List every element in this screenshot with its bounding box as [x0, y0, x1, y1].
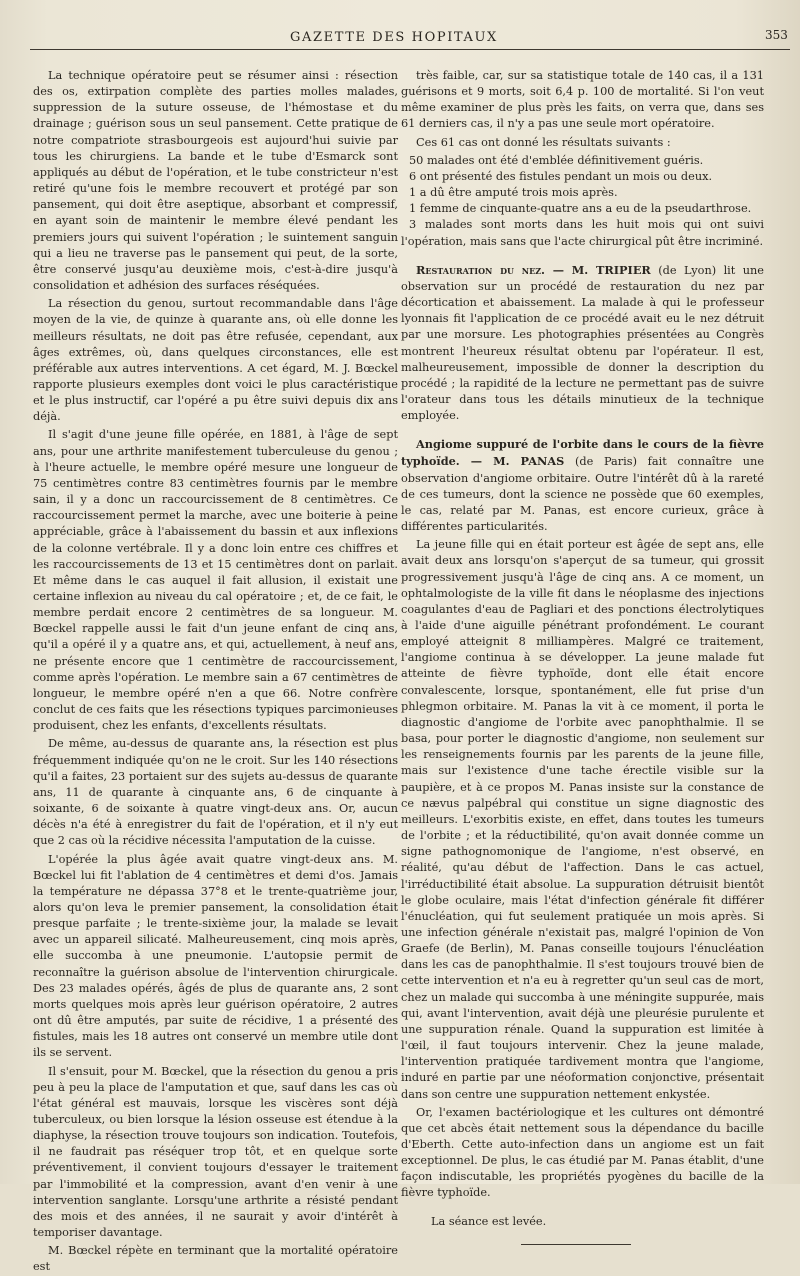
left-column: [33, 68, 398, 1274]
section-title: Restauration du nez. — M. TRIPIER: [416, 262, 651, 277]
right-column: [401, 68, 764, 1228]
running-title: GAZETTE DES HOPITAUX: [290, 30, 498, 45]
section-title: Angiome suppuré de l'orbite dans le cours de la fièvre typhoïde. — M. PANAS: [401, 437, 764, 469]
paragraph: Ces 61 cas ont donné les résultats suivants :: [416, 135, 671, 149]
paragraph: M. Bœckel répète en terminant que la mortalité opératoire est: [33, 1244, 398, 1274]
page-header: [0, 24, 800, 50]
section-text: (de Paris) fait connaître une observation d'angiome orbitaire. Outre l'intérêt dû à la rareté de ces tumeurs, dont la science ne possède que 60 exemples, le cas, relaté par M. Panas, est encore curieux, grâce à différentes particularités.: [401, 455, 764, 534]
paragraph: De même, au-dessus de quarante ans, la résection est plus fréquemment indiquée qu'on ne le croit. Sur les 140 résections qu'il a faites, 23 portaient sur des sujets au-dessus de quarante ans, 11 de quarante à cinquante ans, 6 de cinquante à soixante, 6 de soixante à quatre vingt-deux ans. Or, aucun décès n'a été à enregistrer du fait de l'opération, et il n'y eut que 2 cas où la récidive nécessita l'amputation de la cuisse.: [33, 737, 398, 848]
header-rule: [30, 49, 790, 50]
paragraph: La jeune fille qui en était porteur est âgée de sept ans, elle avait deux ans lorsqu'on s'aperçut de sa tumeur, qui grossit progressivement jusqu'à l'âge de cinq ans. A ce moment, un ophtalmologiste de la ville fit dans le néoplasme des injections coagulantes d'eau de Pagliari et des ponctions électrolytiques à l'aide d'une aiguille pénétrant profondément. Le courant employé atteignit 8 milliampères. Malgré ce traitement, l'angiome continua à se développer. La jeune malade fut atteinte de fièvre typhoïde, dont elle était encore convalescente, lorsque, spontanément, elle fut prise d'un phlegmon orbitaire. M. Panas la vit à ce moment, il porta le diagnostic d'angiome de l'orbite avec panophthalmie. Il se basa, pour porter le diagnostic d'angiome, non seulement sur les renseignements fournis par les parents de la jeune fille, mais sur l'existence d'une tache érectile visible sur la paupière, et à ce propos M. Panas insiste sur la constance de ce nævus palpébral qui constitue un signe diagnostic des meilleurs. L'exorbitis existe, en effet, dans toutes les tumeurs de l'orbite ; et la réductibilité, qu'on avait donnée comme un signe pathognomonique de l'angiome, n'est observé, en réalité, qu'au début de l'affection. Dans le cas actuel, l'irréductibilité était absolue. La suppuration détruisit bientôt le globe oculaire, mais l'état d'infection générale fit différer l'énucléation, qui fut seulement pratiquée un mois après. Si une infection générale n'existait pas, malgré l'opinion de Von Graefe (de Berlin), M. Panas conseille toujours l'énucléation dans les cas de panophthalmie. Il s'est toujours trouvé bien de cette intervention et n'a eu à regretter qu'un seul cas de mort, chez un malade qui succomba à une méningite suppurée, mais qui, avant l'intervention, avait déjà une pleurésie purulente et une suppuration rénale. Quand la suppuration est limitée à l'œil, il faut toujours intervenir. Chez la jeune malade, l'intervention pratiquée tardivement montra que l'angiome, induré en partie par une néoformation conjonctive, présentait dans son centre une suppuration nettement enkystée.: [401, 538, 764, 1101]
paragraph: très faible, car, sur sa statistique totale de 140 cas, il a 131 guérisons et 9 morts, soit 6,4 p. 100 de mortalité. Si l'on veut même examiner de plus près les faits, on verra que, dans ses 61 derniers cas, il n'y a pas une seule mort opératoire.: [401, 69, 764, 131]
paragraph: La résection du genou, surtout recommandable dans l'âge moyen de la vie, de quinze à quarante ans, où elle donne les meilleurs résultats, ne doit pas être refusée, cependant, aux âges extrêmes, où, dans quelques circonstances, elle est préférable aux autres interventions. A cet égard, M. J. Bœckel rapporte plusieurs exemples dont voici le plus caractéristique et le plus instructif, car l'opéré a pu être suivi depuis dix ans déjà.: [33, 297, 398, 424]
paragraph: Il s'agit d'une jeune fille opérée, en 1881, à l'âge de sept ans, pour une arthrite manifestement tuberculeuse du genou ; à l'heure actuelle, le membre opéré mesure une longueur de 75 centimètres contre 83 centimètres fournis par le membre sain, il y a donc un raccourcissement de 8 centimètres. Ce raccourcissement permet la marche, avec une boiterie à peine appréciable, grâce à l'abaissement du bassin et aux inflexions de la colonne vertébrale. Il y a donc loin entre ces chiffres et les raccourcissements de 13 et 15 centimètres dont on parlait. Et même dans le cas auquel il fait allusion, il existait une certaine inflexion au niveau du cal opératoire ; et, de ce fait, le membre perdait encore 2 centimètres de sa longueur. M. Bœckel rappelle aussi le fait d'un jeune enfant de cinq ans, qu'il a opéré il y a quatre ans, et qui, actuellement, à neuf ans, ne présente encore que 1 centimètre de raccourcissement, comme après l'opération. Le membre sain a 67 centimètres de longueur, le membre opéré n'en a que 66. Notre confrère conclut de ces faits que les résections typiques parcimonieuses produisent, chez les enfants, d'excellents résultats.: [33, 428, 398, 733]
section-angiome-suppure: [401, 436, 764, 535]
closing-line: La séance est levée.: [431, 1214, 547, 1228]
result-item: 6 ont présenté des fistules pendant un mois ou deux.: [409, 169, 713, 183]
paragraph: L'opérée la plus âgée avait quatre vingt-deux ans. M. Bœckel lui fit l'ablation de 4 centimètres et demi d'os. Jamais la température ne dépassa 37°8 et le trente-quatrième jour, alors qu'on leva le premier pansement, la consolidation était presque parfaite ; le trente-sixième jour, la malade se levait avec un appareil silicaté. Malheureusement, cinq mois après, elle succomba à une pneumonie. L'autopsie permit de reconnaître la guérison absolue de l'intervention chirurgicale. Des 23 malades opérés, âgés de plus de quarante ans, 2 sont morts quelques mois après leur guérison opératoire, 2 autres ont dû être amputés, par suite de récidive, 1 a présenté des fistules, mais les 18 autres ont conservé un membre utile dont ils se servent.: [33, 852, 398, 1060]
section-text: (de Lyon) lit une observation sur un procédé de restauration du nez par décortication et abaissement. La malade à qui le professeur lyonnais fit l'application de ce procédé avait eu le nez détruit par une morsure. Les photographies présentées au Congrès montrent l'heureux résultat obtenu par l'opérateur. Il est, malheureusement, impossible de donner la description du procédé ; la rapidité de la lecture ne permettant pas de suivre l'orateur dans tous les détails minutieux de la technique employée.: [401, 263, 764, 423]
paragraph: Il s'ensuit, pour M. Bœckel, que la résection du genou a pris peu à peu la place de l'amputation et que, sauf dans les cas où l'état général est mauvais, lorsque les viscères sont déjà tuberculeux, ou bien lorsque la lésion osseuse est étendue à la diaphyse, la résection trouve toujours son indication. Toutefois, il ne faudrait pas réséquer trop tôt, et en quelque sorte préventivement, il convient toujours d'essayer le traitement par l'immobilité et la compression, avant d'en venir à une intervention sanglante. Lorsqu'une arthrite a résisté pendant des mois et des années, il ne saurait y avoir d'intérêt à temporiser davantage.: [33, 1064, 398, 1240]
result-item: 1 femme de cinquante-quatre ans a eu de la pseudarthrose.: [409, 202, 752, 216]
result-item: 50 malades ont été d'emblée définitivement guéris.: [409, 153, 704, 167]
paragraph: La technique opératoire peut se résumer ainsi : résection des os, extirpation complète des parties molles malades, suppression de la suture osseuse, de l'hémostase et du drainage ; guérison sous un seul pansement. Cette pratique de notre compatriote strasbourgeois est aujourd'hui suivie par tous les chirurgiens. La bande et le tube d'Esmarck sont appliqués au début de l'opération, et le tube constricteur n'est retiré qu'une fois le membre recouvert et protégé par son pansement, qui doit être aseptique, absorbant et compressif, en ayant soin de maintenir le membre élevé pendant les premiers jours qui suivent l'opération ; le suintement sanguin qui a lieu ne traverse pas le pansement qui peut, de la sorte, être conservé jusqu'au deuxième mois, c'est-à-dire jusqu'à consolidation et adhésion des surfaces réséquées.: [33, 69, 398, 293]
end-rule: [521, 1244, 631, 1245]
result-item: 3 malades sont morts dans les huit mois qui ont suivi l'opération, mais sans que l'acte chirurgical pût être incriminé.: [401, 218, 764, 248]
paragraph: Or, l'examen bactériologique et les cultures ont démontré que cet abcès était nettement sous la dépendance du bacille d'Eberth. Cette auto-infection dans un angiome est un fait exceptionnel. De plus, le cas étudié par M. Panas établit, d'une façon indiscutable, les propriétés pyogènes du bacille de la fièvre typhoïde.: [401, 1105, 764, 1200]
result-item: 1 a dû être amputé trois mois après.: [409, 186, 618, 200]
page-number: 353: [765, 28, 788, 42]
section-restauration-du-nez: [401, 262, 764, 425]
